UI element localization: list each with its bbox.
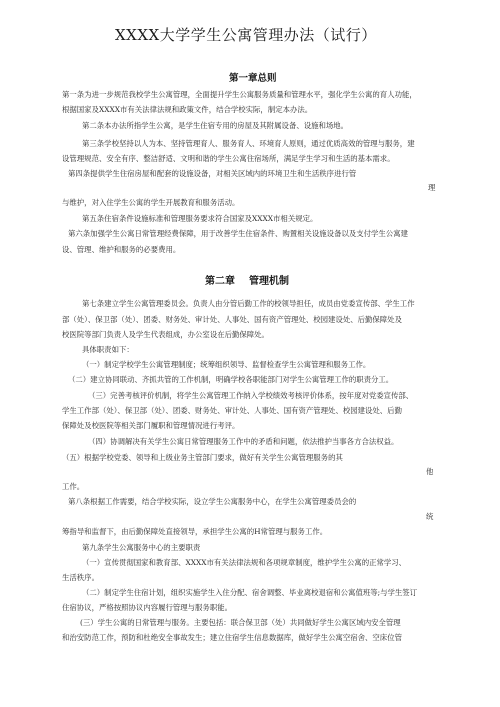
paragraph-line: 住宿协议，严格按照协议内容履行管理与服务职能。 (62, 603, 232, 612)
paragraph-line: 筹指导和监督下，由后勤保障处直接领导，承担学生公寓的H常管理与服务工作。 (62, 527, 328, 536)
paragraph-line: 学生工作部（处）、保卫部（处）、团委、财务处、审计处、人事处、国有资产管理处、校园建设处、后勤 (62, 406, 402, 415)
paragraph-line: 第七条建立学生公寓管理委员会。负责人由分管后勤工作的校领导担任，成员由党委宣传部、学生工作 (82, 299, 415, 308)
paragraph-line: 第九条学生公寓服务中心的主要职责 (82, 543, 201, 552)
paragraph-line: 根据国家及XXXX市有关法律法规和政策文件，结合学校实际，制定本办法。 (62, 105, 313, 114)
paragraph-line: （三）完善考核评价机制，将学生公寓管理工作纳入学校绩效考核评价体系，按年度对党委宣传部、 (88, 391, 414, 400)
paragraph-line: 设、管理、维护和服务的必要费用。 (62, 245, 181, 254)
paragraph-line: 保障处及校医院等相关部门履职和管理情况进行考评。 (62, 421, 240, 430)
paragraph-line: 他 (426, 467, 434, 476)
paragraph-line: 第六条加强学生公寓日常管理经费保障，用于改善学生住宿条件、购置相关设施设备以及支付学生公寓建 (68, 229, 408, 238)
paragraph-line: 与维护，对入住学生公寓的学生开展教育和服务活动。 (62, 198, 240, 207)
paragraph-line: 部（处）、保卫部（处）、团委、财务处、审计处、人事处、国有资产管理处、校园建设处、后勤保障处及 (62, 315, 402, 324)
paragraph-line: (三）学生公寓的日常管理与服务。主要包括：联合保卫部（处）共同做好学生公寓区域内安全管理 (80, 618, 401, 627)
paragraph-line: （五）根据学校党委、领导和上级业务主管部门要求，做好有关学生公寓管理服务的其 (62, 453, 343, 462)
paragraph-line: 第一条为进一步规范我校学生公寓管理，全面提升学生公寓服务质量和管理水平，强化学生公寓的育人功能， (62, 90, 417, 99)
chapter-2-label: 第二章 (205, 276, 235, 287)
paragraph-line: 第二条本办法所指学生公寓，是学生住宿专用的房屋及其附属设备、设施和场地。 (82, 121, 349, 130)
paragraph-line: 设管理规范、安全有序、整洁舒适、文明和谐的学生公寓住宿场所，满足学生学习和生活的基本需求。 (62, 154, 395, 163)
paragraph-line: 第三条学校坚持以人为本、坚持管理育人、服务育人、环境育人原则，通过优质高效的管理与服务，建 (82, 139, 415, 148)
document-title: XXXX大学学生公寓管理办法（试行） (115, 26, 377, 44)
paragraph-line: 具体职责如下： (82, 345, 134, 354)
paragraph-line: 统 (426, 512, 434, 521)
paragraph-line: 和治安防范工作，预防和杜绝安全事故发生；建立住宿学生信息数据库，做好学生公寓空宿舍、空床位管 (62, 633, 402, 642)
paragraph-line: （一）宣传贯彻国家和教育部、XXXX市有关法律法规和各项规章制度，维护学生公寓的正常学习、 (82, 558, 407, 567)
paragraph-line: （二）建立协同联动、齐抓共管的工作机制，明确学校各职能部门对学生公寓管理工作的职责分工。 (68, 375, 394, 384)
paragraph-line: 理 (428, 183, 436, 192)
paragraph-line: 工作。 (62, 482, 85, 491)
chapter-2-title: 管理机制 (249, 276, 289, 287)
paragraph-line: （一）制定学校学生公寓管理制度；统筹组织领导、监督检查学生公寓管理和服务工作。 (82, 360, 371, 369)
chapter-1-heading: 第一章总则 (229, 73, 277, 84)
paragraph-line: （四）协调解决有关学生公寓日常管理服务工作中的矛盾和问题，依法推护当事各方合法权益。 (88, 437, 399, 446)
chapter-2-heading (205, 272, 303, 287)
paragraph-line: 生活秩序。 (62, 573, 99, 582)
paragraph-line: （二）制定学生住宿计划，组织实施学生入住分配、宿舍调整、毕业离校退宿和公寓值班等;与学生签订 (82, 588, 418, 597)
paragraph-line: 第八条根据工作需要，结合学校实际，设立学生公寓服务中心，在学生公寓管理委员会的 (68, 497, 357, 506)
paragraph-line: 第五条住宿条件设施标准和管理服务要求符合国家及XXXX市相关规定。 (82, 214, 318, 223)
paragraph-line: 校医院等部门负责人及学生代表组成，办公室设在后勤保障处。 (62, 330, 269, 339)
paragraph-line: 第四条提供学生住宿房屋和配套的设施设备，对相关区域内的环境卫生和生活秩序进行管 (68, 169, 357, 178)
